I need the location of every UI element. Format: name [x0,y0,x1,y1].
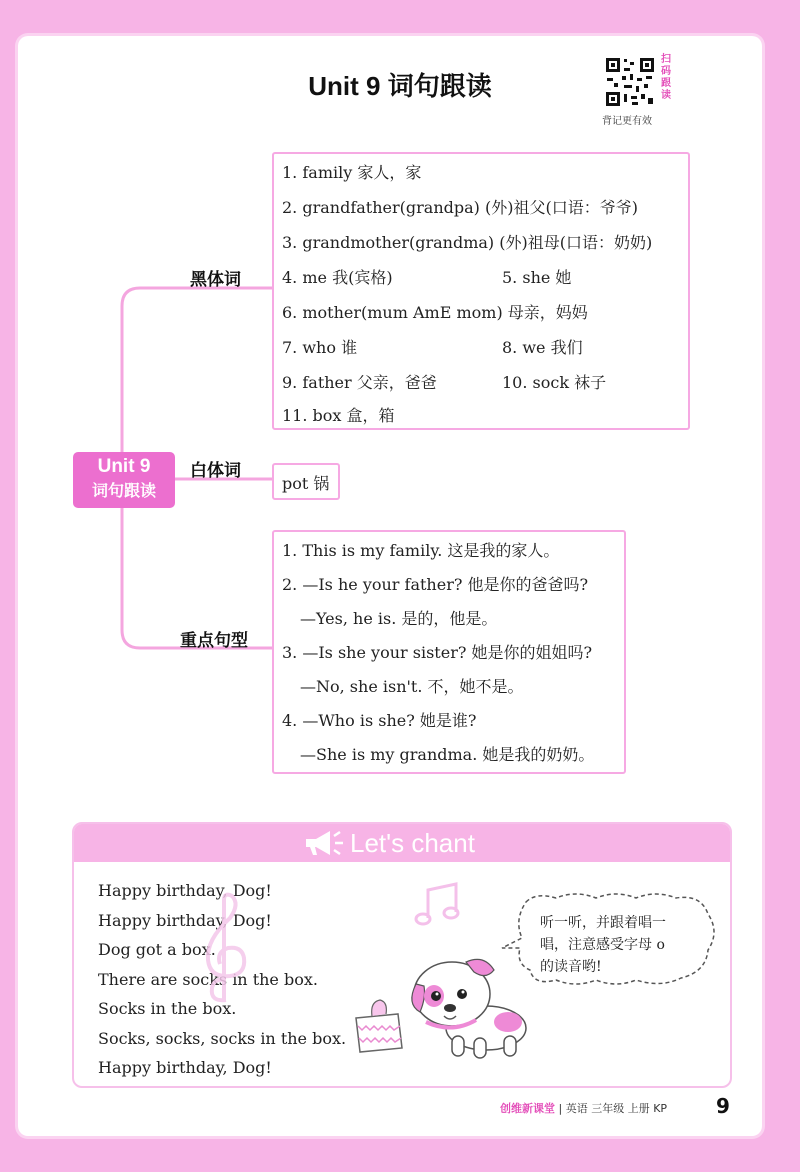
footer-info [500,1100,667,1116]
branch-label-key-sentences: 重点句型 [180,631,248,651]
music-note-icon [414,882,464,928]
sentence-item: —She is my grandma. 她是我的奶奶。 [300,745,595,764]
treble-clef-icon [190,890,260,1010]
footer-brand: 创维新课堂 [500,1102,555,1115]
key-sentences-box [272,530,626,774]
word-item: 6. mother(mum AmE mom) 母亲，妈妈 [282,303,588,322]
chant-line: Happy birthday, Dog! [98,1058,272,1077]
megaphone-icon [302,828,346,858]
branch-label-white-words: 白体词 [190,461,241,481]
word-item: 3. grandmother(grandma) (外)祖母(口语：奶奶) [282,233,653,252]
page-title: Unit 9 词句跟读 [308,71,492,101]
word-item: 4. me 我(宾格) [282,268,393,287]
chant-line: Socks, socks, socks in the box. [98,1028,347,1048]
word-item: 8. we 我们 [502,338,583,357]
chant-line: Socks in the box. [98,999,237,1018]
black-words-box [272,152,690,430]
sentence-item: —No, she isn't. 不，她不是。 [300,677,524,696]
word-item: pot 锅 [282,474,330,493]
chant-line: Happy birthday, Dog! [98,910,272,930]
gift-box-illustration [350,996,410,1058]
speech-bubble-text: 听一听，并跟着唱一 唱，注意感受字母 o 的读音哟! [540,915,666,975]
word-item: 11. box 盒，箱 [282,406,395,425]
word-item: 5. she 她 [502,268,572,287]
word-item: 10. sock 袜子 [502,373,607,392]
qr-caption: 背记更有效 [602,116,652,127]
word-item: 1. family 家人，家 [282,163,422,182]
sentence-item: 4. —Who is she? 她是谁? [282,711,477,730]
sentence-item: 1. This is my family. 这是我的家人。 [282,541,560,560]
chant-line: There are socks in the box. [98,969,318,989]
page-number: 9 [716,1094,730,1118]
qr-side-label: 扫 码 跟 读 [661,54,671,101]
branch-label-black-words: 黑体词 [190,270,241,290]
word-item: 2. grandfather(grandpa) (外)祖父(口语：爷爷) [282,198,638,217]
sentence-item: 3. —Is she your sister? 她是你的姐姐吗? [282,643,593,662]
chant-line: Happy birthday, Dog! [98,881,272,900]
sentence-item: 2. —Is he your father? 他是你的爸爸吗? [282,575,589,594]
qr-code[interactable] [604,56,656,108]
chant-line: Dog got a box. [98,940,216,959]
white-words-box [272,463,340,500]
word-item: 9. father 父亲，爸爸 [282,373,437,392]
sentence-item: —Yes, he is. 是的，他是。 [300,609,498,628]
footer-series-info: | 英语 三年级 上册 KP [558,1102,668,1115]
mind-map-root: Unit 9 词句跟读 [73,452,175,508]
chant-title: Let's chant [350,828,475,858]
word-item: 7. who 谁 [282,338,358,357]
puppy-illustration [404,950,536,1062]
